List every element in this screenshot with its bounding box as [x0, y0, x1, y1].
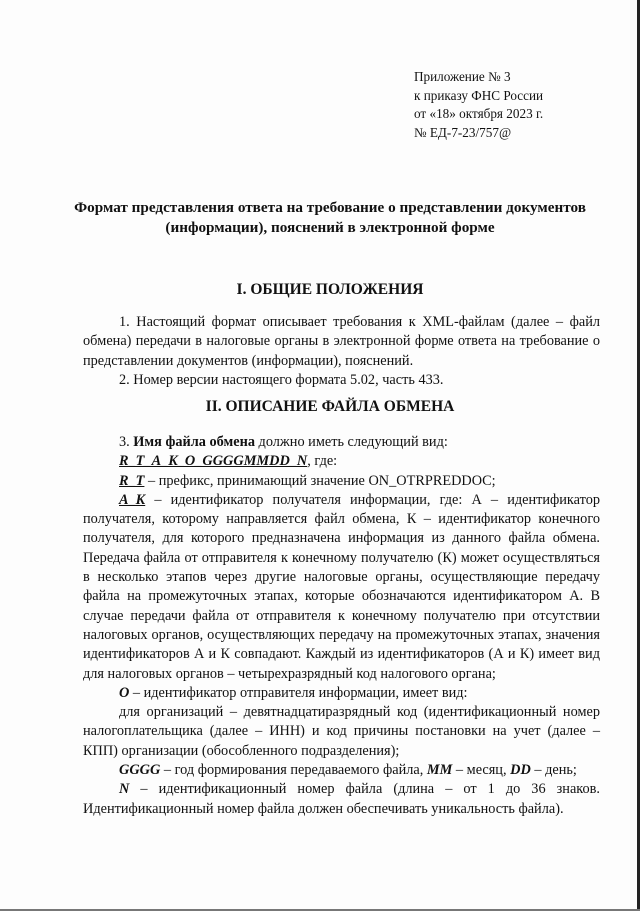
definition-dd-text: – день;	[530, 762, 577, 779]
term-n: N	[119, 781, 130, 798]
appendix-line: от «18» октября 2023 г.	[414, 106, 544, 121]
appendix-line: к приказу ФНС России	[414, 87, 544, 103]
filename-pattern: R_T_A_K_O_GGGGMMDD_N	[119, 453, 308, 470]
term-o: O	[119, 684, 130, 701]
definition-o-text: – идентификатор отправителя информации, имеет вид:	[129, 684, 468, 701]
appendix-line: № ЕД-7-23/757@	[414, 124, 512, 140]
term-mm: MM	[426, 762, 453, 779]
filename-pattern-line	[83, 452, 600, 471]
section-exchange-file-body	[83, 433, 600, 819]
paragraph-1: 1. Настоящий формат описывает требования к XML-файлам (далее – файл обмена) передачи в налоговые органы в электронной форме ответа на требование о представлении документов (информации), пояснений.	[83, 314, 600, 369]
appendix-reference	[414, 68, 543, 142]
term-gggg: GGGG	[119, 762, 161, 779]
exchange-file-name-term: Имя файла обмена	[133, 434, 255, 450]
section-general-body	[83, 313, 600, 390]
section-heading-exchange-file: II. ОПИСАНИЕ ФАЙЛА ОБМЕНА	[205, 398, 455, 415]
filename-pattern-suffix: , где:	[307, 453, 338, 470]
paragraph-3	[83, 433, 600, 452]
definition-n-text: – идентификационный номер файла (длина – от 1 до 36 знаков. Идентификационный номер файла должен обеспечивать уникальность файла).	[83, 781, 600, 817]
definition-gggg-text: – год формирования передаваемого файла,	[160, 762, 427, 779]
definition-ak	[83, 491, 600, 684]
definition-ak-text: – идентификатор получателя информации, где: А – идентификатор получателя, которому направляется файл обмена, К – идентификатор конечного получателя, для которого предназначена информация из данного файла обмена. Передача файла от отправителя к конечному получателю (К) может осуществляться в несколько этапов через другие налоговые органы, осуществляющие передачу файла на промежуточных этапах, которые обозначаются идентификатором А. В случае передачи файла от отправителя к конечному получателю при отсутствии налоговых органов, осуществляющих передачу на промежуточных этапах, значения идентификаторов А и К совпадают. Каждый из идентификаторов (А и К) имеет вид для налоговых органов – четырехразрядный код налогового органа;	[83, 491, 600, 682]
definition-mm-text: – месяц,	[452, 762, 511, 779]
term-ak: A_K	[119, 491, 146, 508]
paragraph-3-number: 3.	[119, 434, 134, 450]
definition-rt	[83, 472, 600, 491]
definition-date	[83, 761, 600, 780]
appendix-line: Приложение № 3	[414, 69, 511, 84]
paragraph-2: 2. Номер версии настоящего формата 5.02, часть 433.	[119, 371, 444, 388]
definition-organization: для организаций – девятнадцатиразрядный код (идентификационный номер налогоплательщика (далее – ИНН) и код причины постановки на учет (далее – КПП) организации (обособленного подразделения);	[83, 704, 600, 759]
term-rt: R_T	[119, 472, 145, 489]
term-dd: DD	[510, 762, 531, 779]
document-title: Формат представления ответа на требование о представлении документов (информации), пояснений в электронной форме	[74, 199, 586, 236]
definition-rt-text: – префикс, принимающий значение ON_OTRPREDDOC;	[144, 472, 496, 489]
section-heading-general: I. ОБЩИЕ ПОЛОЖЕНИЯ	[236, 281, 424, 298]
definition-n	[83, 780, 600, 819]
paragraph-3-text: должно иметь следующий вид:	[254, 434, 448, 450]
definition-o	[83, 684, 600, 703]
